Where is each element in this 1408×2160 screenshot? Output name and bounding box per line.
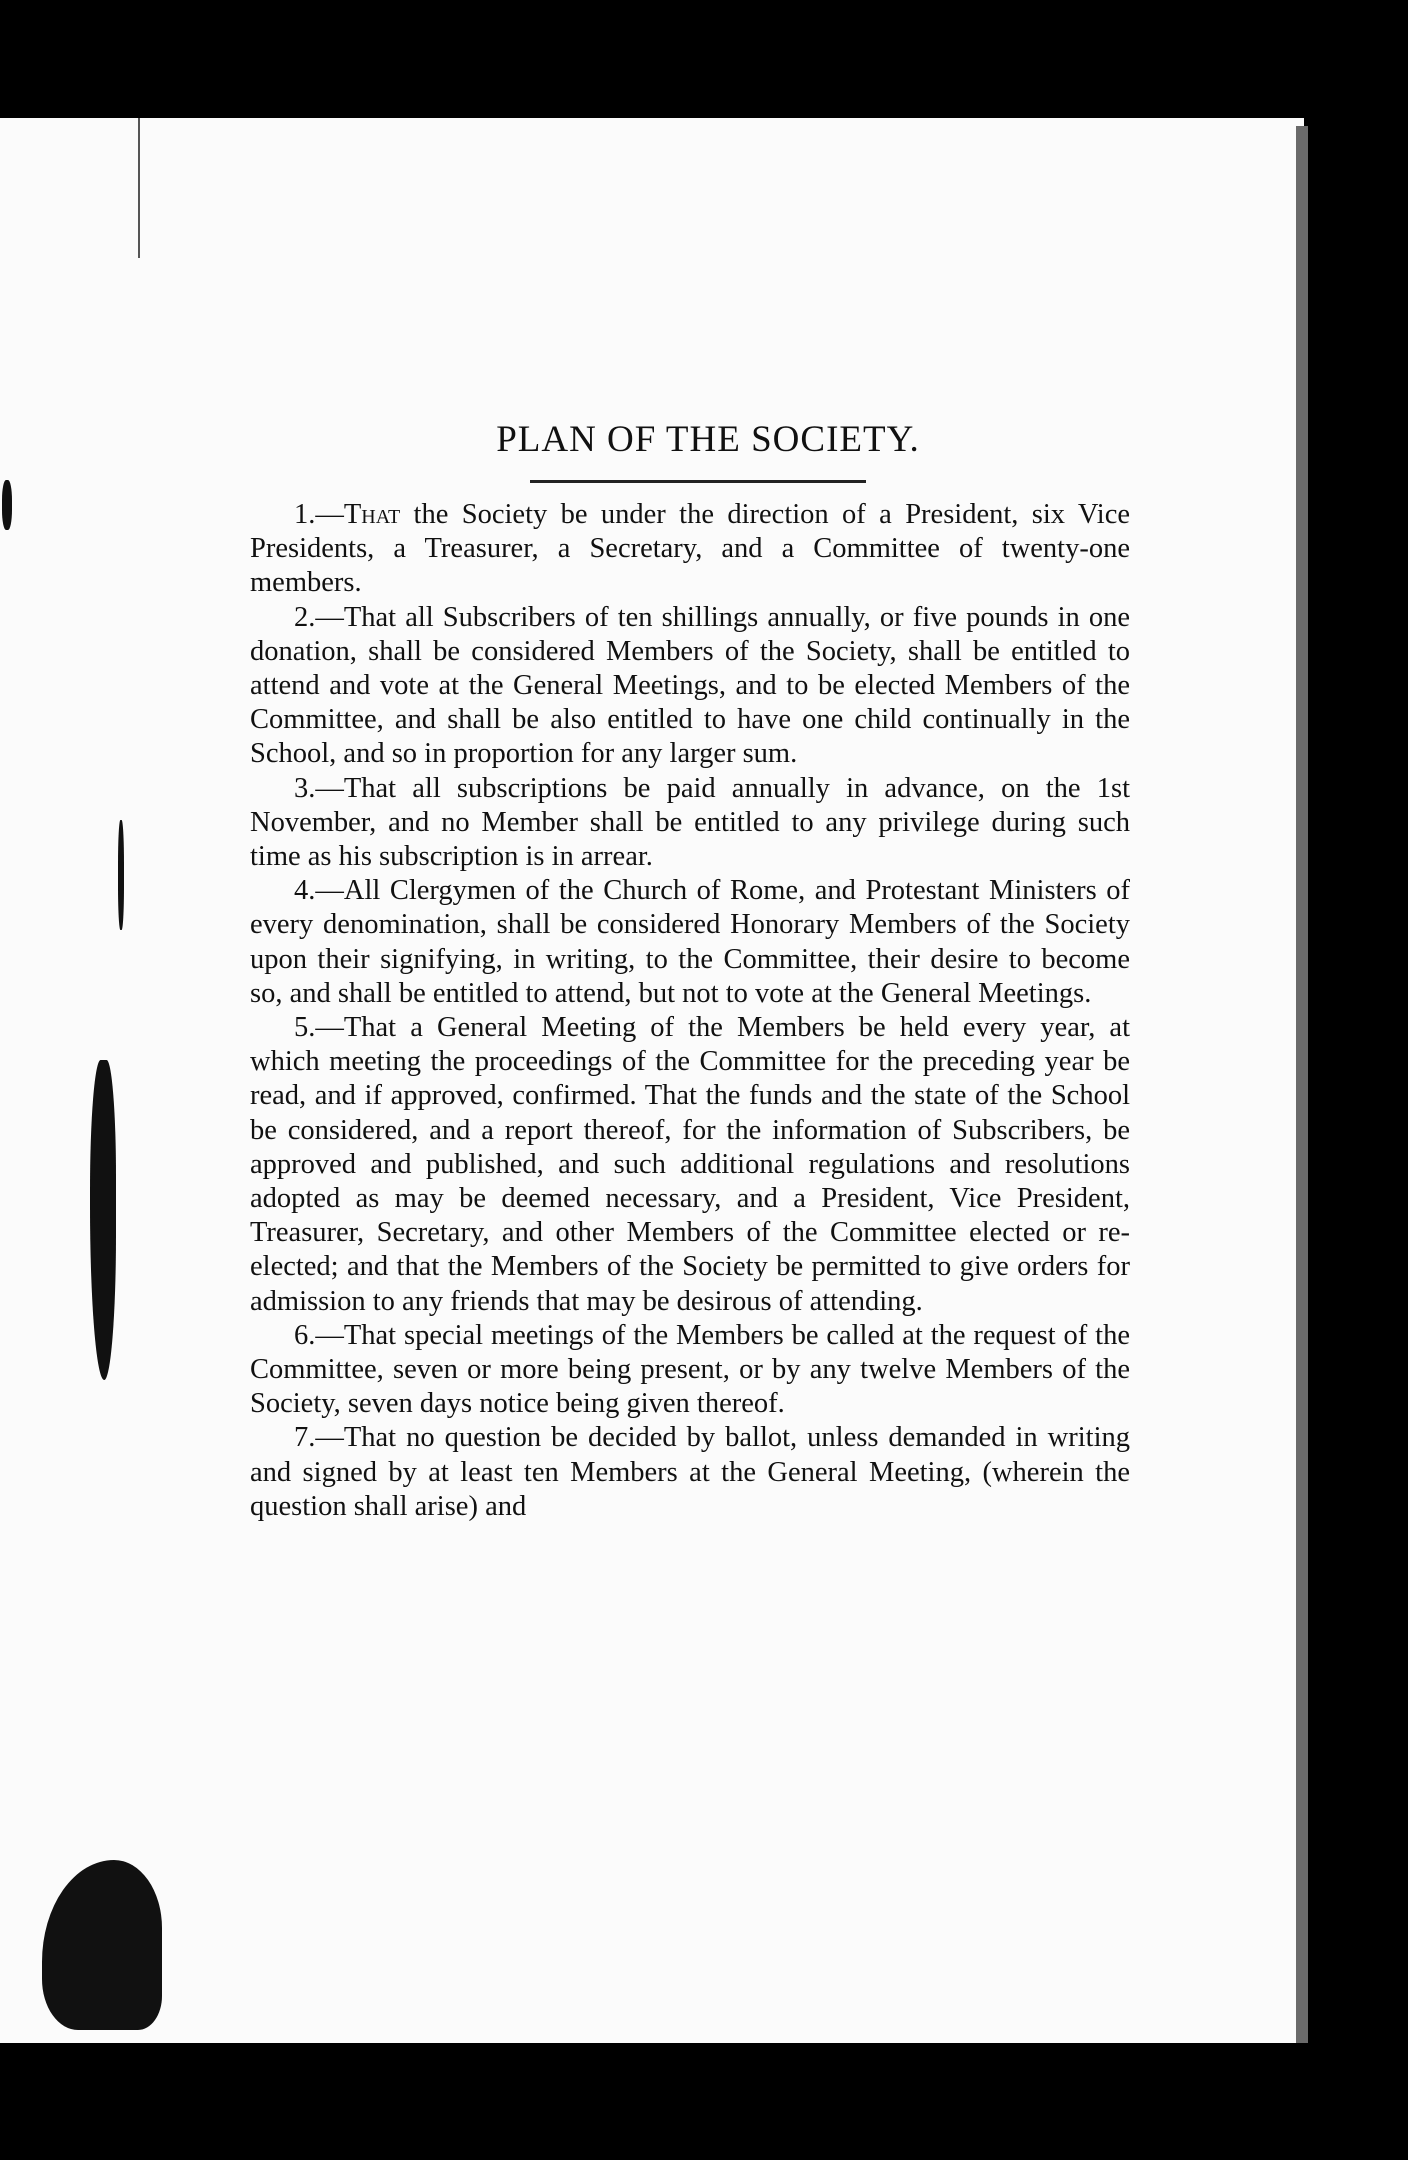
paragraph-number: 1.— [294, 499, 344, 530]
paragraph-number: 4.— [294, 875, 344, 907]
ink-stain [2, 480, 12, 530]
page-edge-shadow [1296, 126, 1308, 2043]
title-rule [530, 480, 866, 483]
paragraph-lead: That [343, 499, 401, 530]
page-title: PLAN OF THE SOCIETY. [496, 419, 920, 460]
paragraph-text: That special meetings of the Members be called at the request of the Committee, seven or more being present, or by any twelve Members of the Society, seven days notice being given thereof. [250, 1319, 1130, 1420]
paragraph-3 [250, 772, 1130, 875]
paragraph-text: All Clergymen of the Church of Rome, and Protestant Ministers of every denomination, shall be considered Honorary Members of the Society upon their signifying, in writing, to the Committee, their desire to become so, and shall be entitled to attend, but not to vote at the General Meetings. [250, 875, 1130, 1009]
paragraph-4 [250, 874, 1130, 1011]
paragraph-text: That a General Meeting of the Members be held every year, at which meeting the proceedings of the Committee for the preceding year be read, and if approved, confirmed. That the funds and the state of the School be considered, and a report thereof, for the information of Subscribers, be approved and published, and such additional regulations and resolutions adopted as may be deemed necessary, and a President, Vice President, Treasurer, Secretary, and other Members of the Committee elected or re-elected; and that the Members of the Society be permitted to give orders for admission to any friends that may be desirous of attending. [250, 1012, 1130, 1317]
paragraph-text: That no question be decided by ballot, unless demanded in writing and signed by at least ten Members at the General Meeting, (wherein the question shall arise) and [250, 1422, 1130, 1522]
paragraph-number: 7.— [294, 1422, 344, 1454]
paragraph-6 [250, 1319, 1130, 1422]
paragraph-number: 5.— [294, 1012, 344, 1044]
binding-line [138, 118, 140, 258]
document-body [250, 498, 1130, 1524]
ink-stain [118, 820, 124, 930]
paragraph-2 [250, 601, 1130, 772]
paragraph-5 [250, 1011, 1130, 1319]
ink-stain [90, 1060, 116, 1380]
paragraph-7 [250, 1421, 1130, 1524]
paragraph-number: 6.— [294, 1319, 344, 1351]
paragraph-text: That all subscriptions be paid annually in advance, on the 1st November, and no Member shall be entitled to any privilege during such time as his subscription is in arrear. [250, 772, 1130, 873]
paragraph-number: 2.— [294, 601, 344, 633]
paragraph-text: That all Subscribers of ten shillings annually, or five pounds in one donation, shall be considered Members of the Society, shall be entitled to attend and vote at the General Meetings, and to be elected Members of the Committee, and shall be also entitled to have one child continually in the School, and so in proportion for any larger sum. [250, 601, 1130, 770]
paragraph-number: 3.— [294, 772, 344, 804]
paragraph-text: the Society be under the direction of a President, six Vice Presidents, a Treasurer, a Secretary, and a Committee of twenty-one members. [250, 499, 1130, 599]
paragraph-1 [250, 498, 1130, 601]
